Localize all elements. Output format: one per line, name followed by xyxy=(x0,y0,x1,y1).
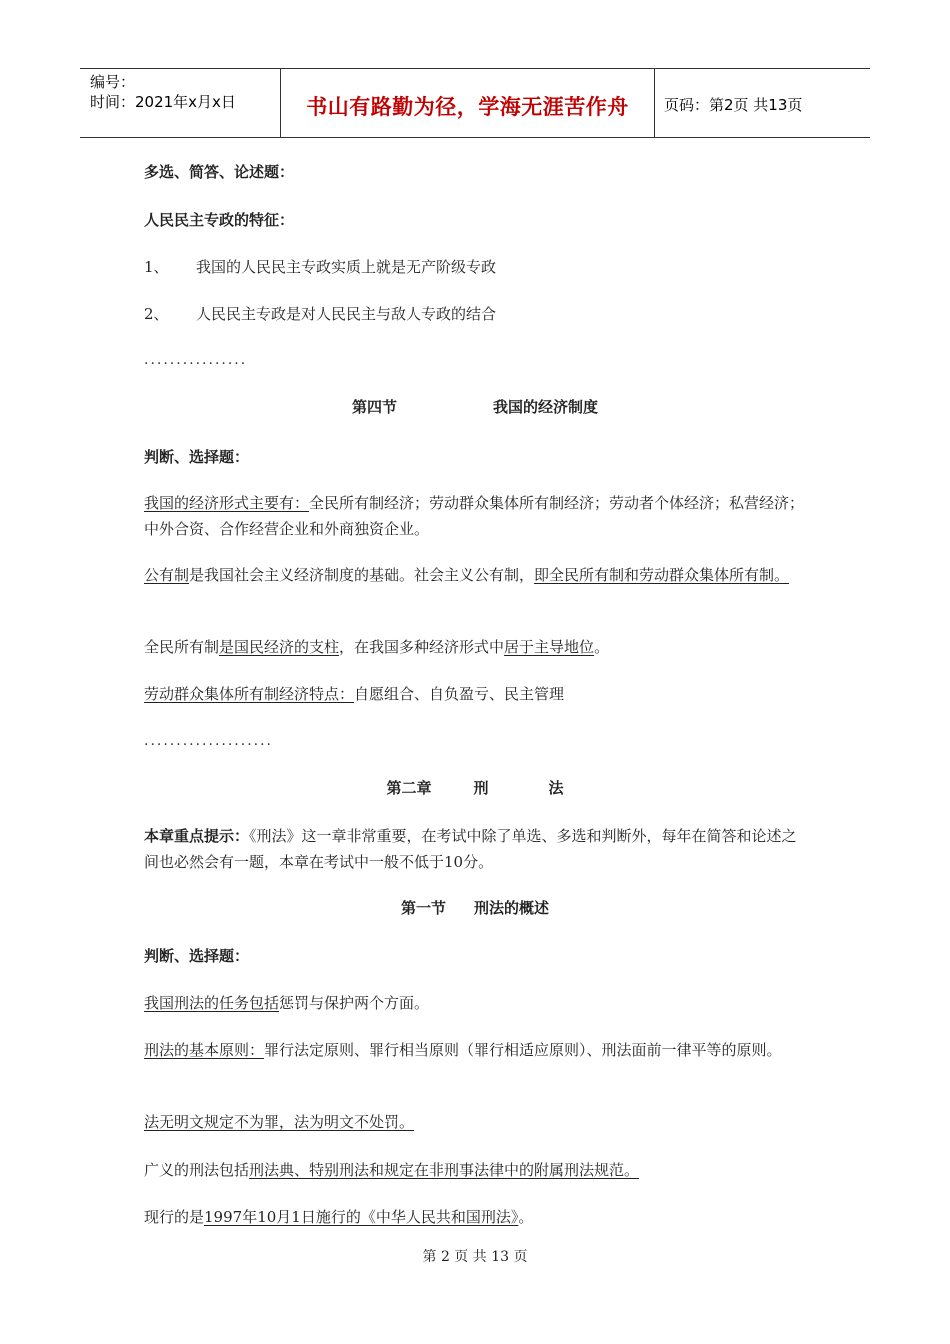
paragraph-text: 全民所有制 xyxy=(144,638,220,656)
underlined-phrase: 1997年10月1日施行的《中华人民共和国刑法》 xyxy=(204,1208,519,1226)
paragraph xyxy=(144,1204,808,1230)
serial-label: 编号： xyxy=(90,73,136,91)
underlined-phrase: 是国民经济的支柱 xyxy=(219,638,340,656)
ellipsis-dots: ................ xyxy=(144,352,248,368)
underlined-phrase: 法无明文规定不为罪，法为明文不处罚。 xyxy=(144,1113,415,1131)
paragraph-text: ，在我国多种经济形式中 xyxy=(339,638,505,656)
underlined-phrase: 即全民所有制和劳动群众集体所有制。 xyxy=(534,566,790,584)
paragraph xyxy=(144,681,808,707)
paragraph xyxy=(144,823,808,875)
section-number: 第一节 xyxy=(400,899,446,917)
question-types-heading: 判断、选择题： xyxy=(144,947,250,965)
paragraph-text: 。 xyxy=(594,638,610,656)
section-number: 第四节 xyxy=(351,398,397,416)
paragraph-text: 自愿组合、自负盈亏、民主管理 xyxy=(354,685,565,703)
paragraph xyxy=(144,990,808,1016)
paragraph-text: 罪行法定原则、罪行相当原则（罪行相适应原则）、刑法面前一律平等的原则。 xyxy=(264,1041,782,1059)
underlined-phrase: 劳动群众集体所有制经济特点： xyxy=(144,685,355,703)
underlined-phrase: 我国的经济形式主要有： xyxy=(144,494,310,512)
underlined-phrase: 居于主导地位 xyxy=(504,638,595,656)
features-heading: 人民民主专政的特征： xyxy=(144,211,295,229)
paragraph xyxy=(144,1109,808,1135)
underlined-phrase: 刑法的基本原则： xyxy=(144,1041,265,1059)
chapter-number: 第二章 xyxy=(386,779,432,797)
list-item-number: 1、 xyxy=(144,258,169,276)
chapter-heading xyxy=(0,777,950,798)
paragraph-text: 。 xyxy=(518,1208,534,1226)
document-header xyxy=(80,68,870,138)
list-item xyxy=(144,301,808,327)
header-right-cell xyxy=(655,69,870,137)
question-types-heading: 判断、选择题： xyxy=(144,448,250,466)
time-label: 时间：2021年x月x日 xyxy=(90,93,236,111)
list-item-number: 2、 xyxy=(144,305,169,323)
chapter-title-char: 法 xyxy=(548,779,564,797)
paragraph-text: 惩罚与保护两个方面。 xyxy=(279,994,430,1012)
underlined-phrase: 公有制 xyxy=(144,566,190,584)
paragraph xyxy=(144,562,808,588)
paragraph-text: 全民所有制经济；劳动群众集体所有制经济；劳动者个体经济；私营经济；中外合资、合作经营企业和外商独资企业。 xyxy=(144,494,805,538)
list-item-text: 人民民主专政是对人民民主与敌人专政的结合 xyxy=(196,305,497,323)
header-motto: 书山有路勤为径，学海无涯苦作舟 xyxy=(306,95,629,119)
section-title: 刑法的概述 xyxy=(474,899,550,917)
focus-label: 本章重点提示： xyxy=(144,827,250,845)
list-item-text: 我国的人民民主专政实质上就是无产阶级专政 xyxy=(196,258,497,276)
section-heading xyxy=(0,396,950,417)
paragraph xyxy=(144,1157,808,1183)
paragraph xyxy=(144,634,808,660)
section-title: 我国的经济制度 xyxy=(493,398,599,416)
chapter-title-char: 刑 xyxy=(473,779,489,797)
header-middle-cell xyxy=(281,69,655,137)
paragraph-text: 《刑法》这一章非常重要，在考试中除了单选、多选和判断外，每年在简答和论述之间也必然会有一题，本章在考试中一般不低于10分。 xyxy=(144,827,797,871)
paragraph-text: 是我国社会主义经济制度的基础。社会主义公有制， xyxy=(189,566,535,584)
paragraph-text: 现行的是 xyxy=(144,1208,205,1226)
ellipsis-dots: .................... xyxy=(144,733,274,749)
underlined-phrase: 我国刑法的任务包括 xyxy=(144,994,280,1012)
paragraph xyxy=(144,1037,808,1063)
page-footer: 第 2 页 共 13 页 xyxy=(422,1249,528,1265)
question-types-heading: 多选、简答、论述题： xyxy=(144,163,295,181)
paragraph-text: 广义的刑法包括 xyxy=(144,1161,250,1179)
page-code: 页码：第2页 共13页 xyxy=(664,96,803,114)
underlined-phrase: 刑法典、特别刑法和规定在非刑事法律中的附属刑法规范。 xyxy=(249,1161,640,1179)
header-left-cell xyxy=(80,69,281,137)
section-heading xyxy=(0,897,950,918)
list-item xyxy=(144,254,808,280)
paragraph xyxy=(144,490,808,542)
